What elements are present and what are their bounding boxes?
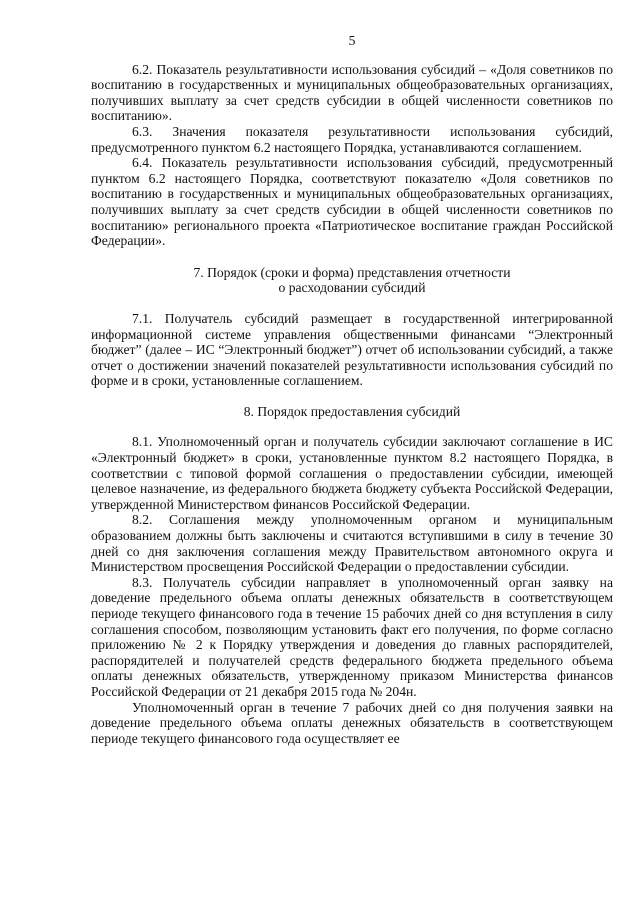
paragraph-8-3: 8.3. Получатель субсидии направляет в уполномоченный орган заявку на доведение предельного объема оплаты денежных обязательств в соответствующем периоде текущего финансового года в течение 15 рабочих дней со дня вступления в силу соглашения способом, позволяющим установить факт его получения, по форме согласно приложению № 2 к Порядку утверждения и доведения до главных распорядителей, распорядителей и получателей средств федерального бюджета предельного объема оплаты денежных обязательств, утвержденному приказом Министерства финансов Российской Федерации от 21 декабря 2015 года № 204н. xyxy=(91,574,613,699)
paragraph-8-1: 8.1. Уполномоченный орган и получатель субсидии заключают соглашение в ИС «Электронный бюджет» в сроки, установленные пунктом 8.2 настоящего Порядка, в соответствии с типовой формой соглашения о предоставлении субсидии, имеющей целевое назначение, из федерального бюджета бюджету субъекта Российской Федерации, утвержденной Министерством финансов Российской Федерации. xyxy=(91,434,613,512)
paragraph-6-4: 6.4. Показатель результативности использования субсидий, предусмотренный пунктом 6.2 настоящего Порядка, соответствуют показателю «Доля советников по воспитанию в государственных и муниципальных общеобразовательных организациях, получивших выплату за счет средств субсидии в общей численности советников по воспитанию» регионального проекта «Патриотическое воспитание граждан Российской Федерации». xyxy=(91,155,613,249)
section-7-heading-line-1: 7. Порядок (сроки и форма) представления отчетности xyxy=(193,264,511,280)
paragraph-8-3-continuation: Уполномоченный орган в течение 7 рабочих дней со дня получения заявки на доведение предельного объема оплаты денежных обязательств в соответствующем периоде текущего финансового года осуществляет ее xyxy=(91,699,613,746)
paragraph-8-2: 8.2. Соглашения между уполномоченным органом и муниципальным образованием должны быть заключены и считаются вступившими в силу в течение 30 дней со дня заключения соглашения между Правительством автономного округа и Министерством просвещения Российской Федерации о предоставлении субсидии. xyxy=(91,512,613,575)
section-7-heading xyxy=(91,265,613,296)
document-page xyxy=(91,33,613,746)
paragraph-7-1: 7.1. Получатель субсидий размещает в государственной интегрированной информационной системе управления общественными финансами “Электронный бюджет” (далее – ИС “Электронный бюджет”) отчет об использовании субсидий, а также отчет о достижении значений показателей результативности использования субсидий по форме и в сроки, установленные соглашением. xyxy=(91,310,613,389)
page-number: 5 xyxy=(348,33,356,48)
paragraph-6-2: 6.2. Показатель результативности использования субсидий – «Доля советников по воспитанию в государственных и муниципальных общеобразовательных организациях, получивших выплату за счет средств субсидии в общей численности советников по воспитанию». xyxy=(91,61,613,124)
paragraph-6-3: 6.3. Значения показателя результативности использования субсидий, предусмотренного пунктом 6.2 настоящего Порядка, устанавливаются соглашением. xyxy=(91,123,613,155)
section-8-heading: 8. Порядок предоставления субсидий xyxy=(243,403,461,419)
section-7-heading-line-2: о расходовании субсидий xyxy=(278,280,426,296)
